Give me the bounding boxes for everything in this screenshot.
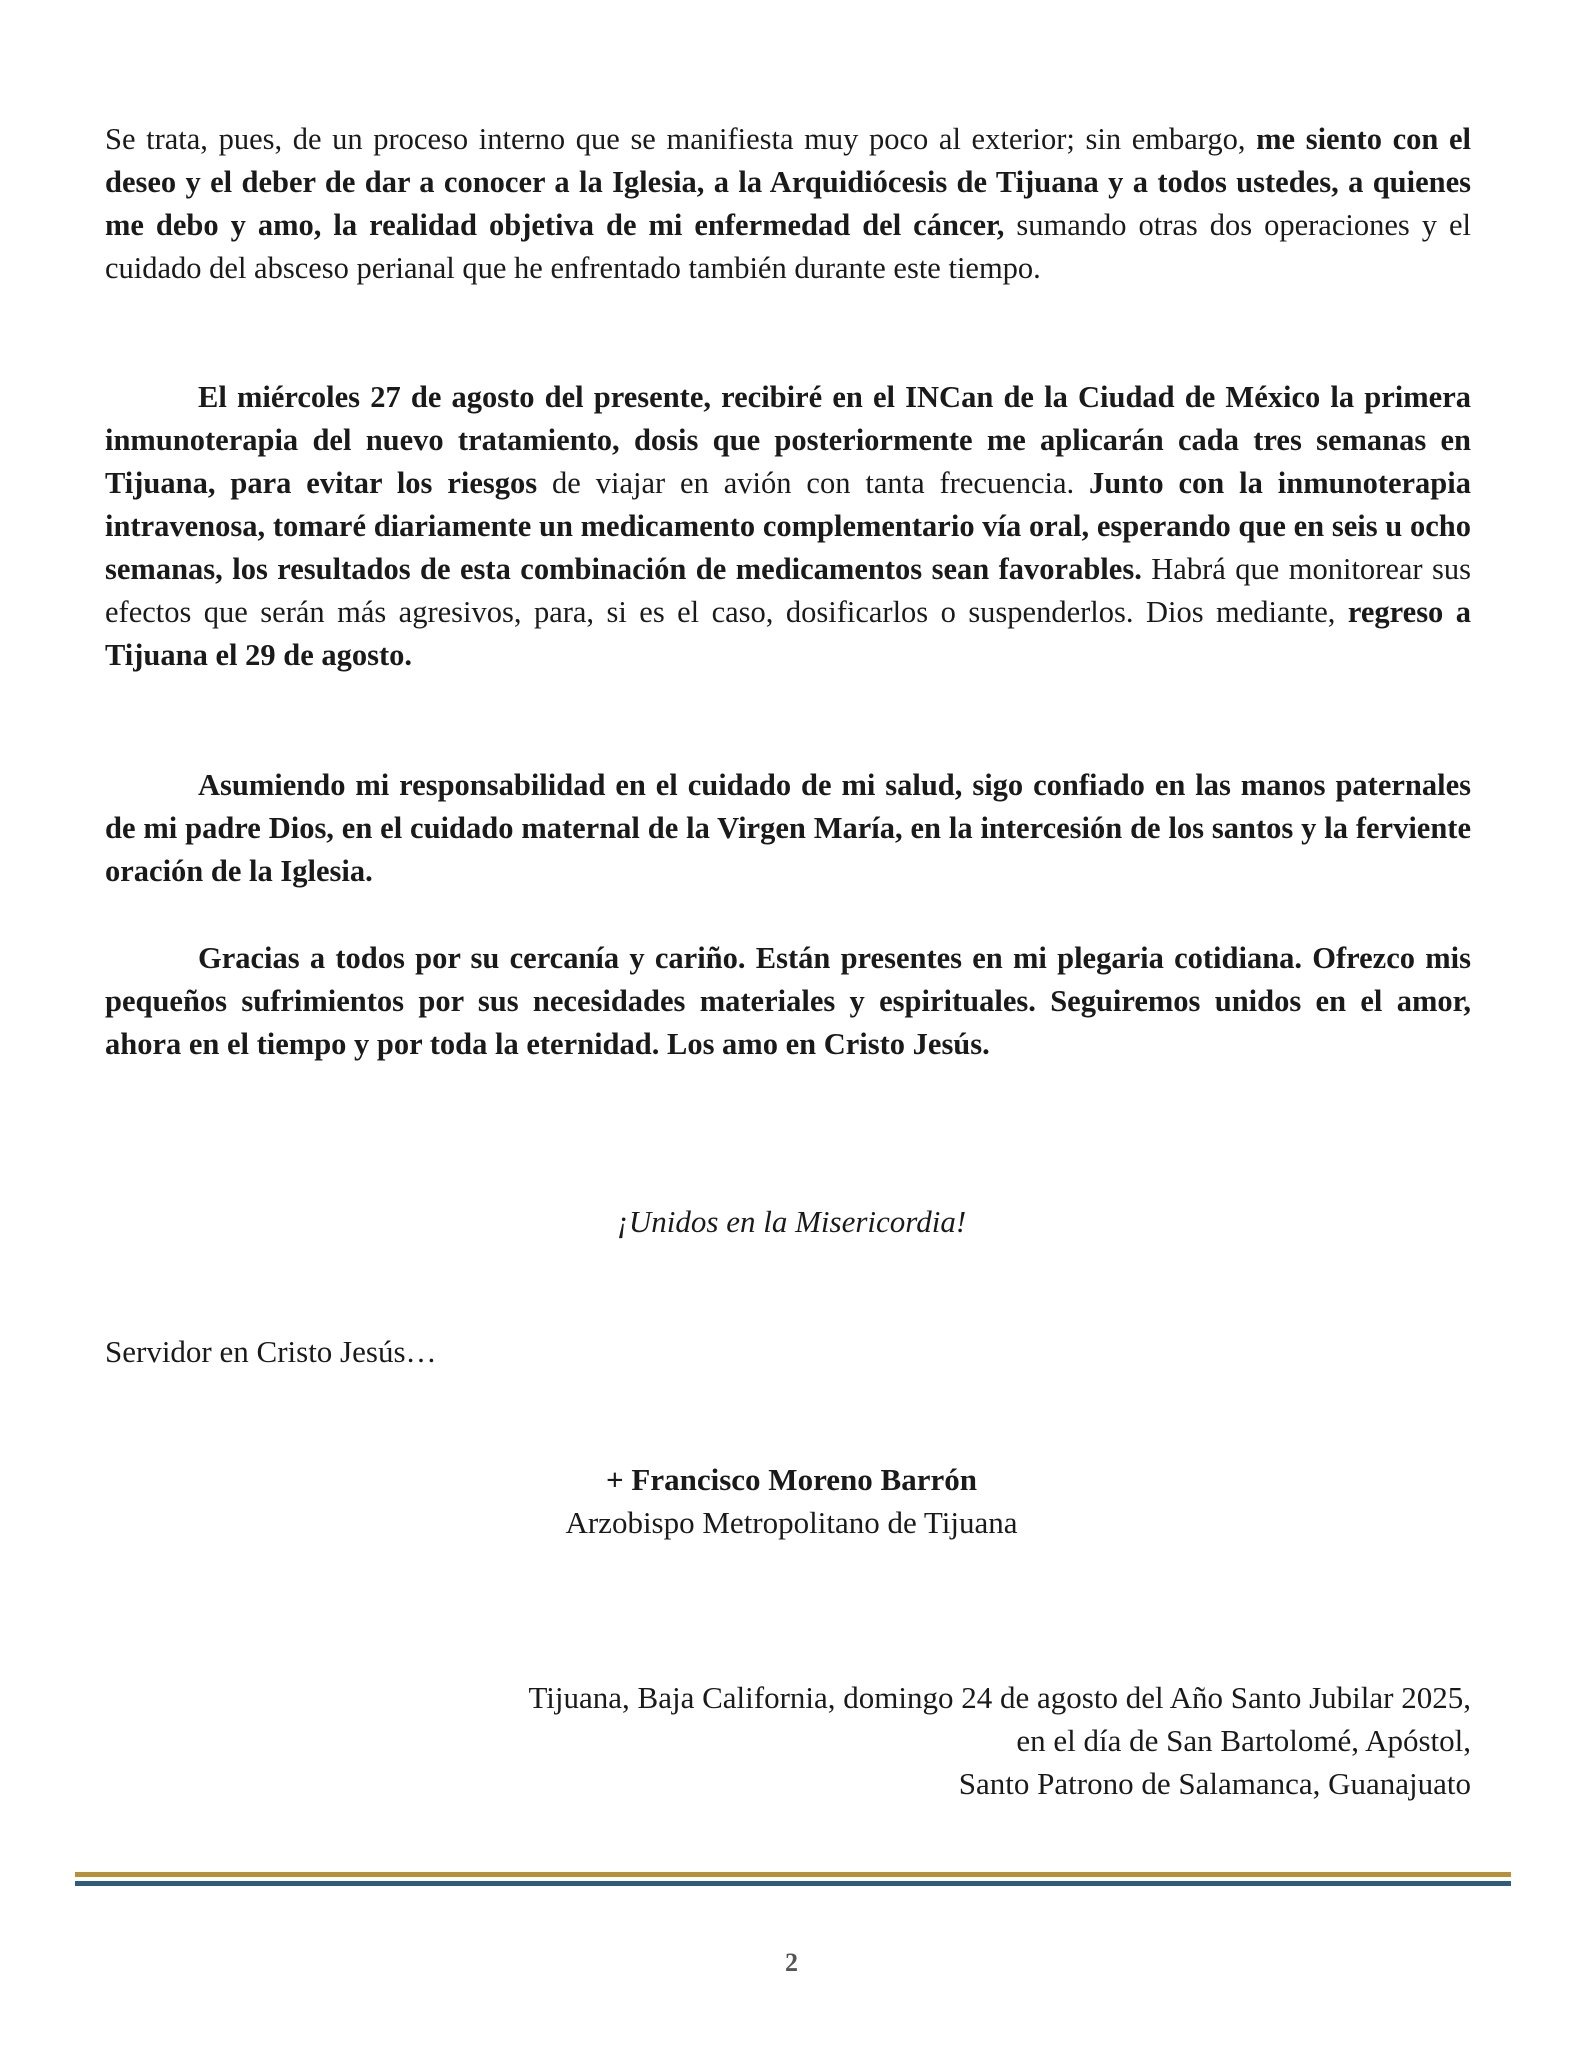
paragraph-segment: Se trata, pues, de un proceso interno que se manifiesta muy poco al exterior; sin embargo, xyxy=(105,122,1257,156)
paragraph-segment-bold: regreso a Tijuana el 29 de agosto. xyxy=(105,595,1472,672)
footer-rule-blue xyxy=(75,1881,1511,1886)
paragraph-segment-bold: me siento con el deseo y el deber de dar a conocer a la Iglesia, a la Arquidiócesis de Tijuana y a todos ustedes, a quienes me debo y amo, la realidad objetiva de mi enfermedad del cáncer, xyxy=(105,122,1471,242)
paragraph-segment-bold: Gracias a todos por su cercanía y cariño. Están presentes en mi plegaria cotidiana. Ofrezco mis pequeños sufrimientos por sus necesidades materiales y espirituales. Seguiremos unidos en el amor, ahora en el tiempo y por toda la eternidad. Los amo en Cristo Jesús. xyxy=(105,941,1471,1061)
paragraph-segment-bold: Asumiendo mi responsabilidad en el cuidado de mi salud, sigo confiado en las manos paternales de mi padre Dios, en el cuidado maternal de la Virgen María, en la intercesión de los santos y la ferviente oración de la Iglesia. xyxy=(105,768,1471,888)
paragraph-segment-bold: El miércoles 27 de agosto del presente, recibiré en el INCan de la Ciudad de México la primera inmunoterapia del nuevo tratamiento, dosis que posteriormente me aplicarán cada tres semanas en Tijuana, para evitar los riesgos xyxy=(105,380,1471,500)
motto: ¡Unidos en la Misericordia! xyxy=(616,1204,967,1239)
paragraph-segment: Habrá que monitorear sus efectos que serán más agresivos, para, si es el caso, dosificarlos o suspenderlos. Dios mediante, xyxy=(105,552,1472,629)
page-number: 2 xyxy=(785,1948,798,1977)
paragraph-segment: de viajar en avión con tanta frecuencia. xyxy=(537,466,1090,500)
place-date-block xyxy=(528,1676,1471,1805)
paragraph-gratitude xyxy=(105,937,1471,1066)
paragraph-responsibility xyxy=(105,764,1471,893)
signature-title: Arzobispo Metropolitano de Tijuana xyxy=(565,1505,1018,1540)
signature-block xyxy=(0,1458,1583,1544)
place-date-line: Tijuana, Baja California, domingo 24 de agosto del Año Santo Jubilar 2025, xyxy=(528,1680,1471,1715)
signature-name: + Francisco Moreno Barrón xyxy=(606,1462,977,1497)
paragraph-treatment xyxy=(105,376,1471,677)
footer-rule-gold xyxy=(75,1872,1511,1877)
place-date-line: en el día de San Bartolomé, Apóstol, xyxy=(1016,1723,1471,1758)
paragraph-process xyxy=(105,118,1471,290)
place-date-line: Santo Patrono de Salamanca, Guanajuato xyxy=(958,1766,1471,1801)
paragraph-segment: sumando otras dos operaciones y el cuidado del absceso perianal que he enfrentado también durante este tiempo. xyxy=(105,208,1471,285)
closing-line: Servidor en Cristo Jesús… xyxy=(105,1334,437,1369)
paragraph-segment-bold: Junto con la inmunoterapia intravenosa, tomaré diariamente un medicamento complementario vía oral, esperando que en seis u ocho semanas, los resultados de esta combinación de medicamentos sean favorables. xyxy=(105,466,1471,586)
